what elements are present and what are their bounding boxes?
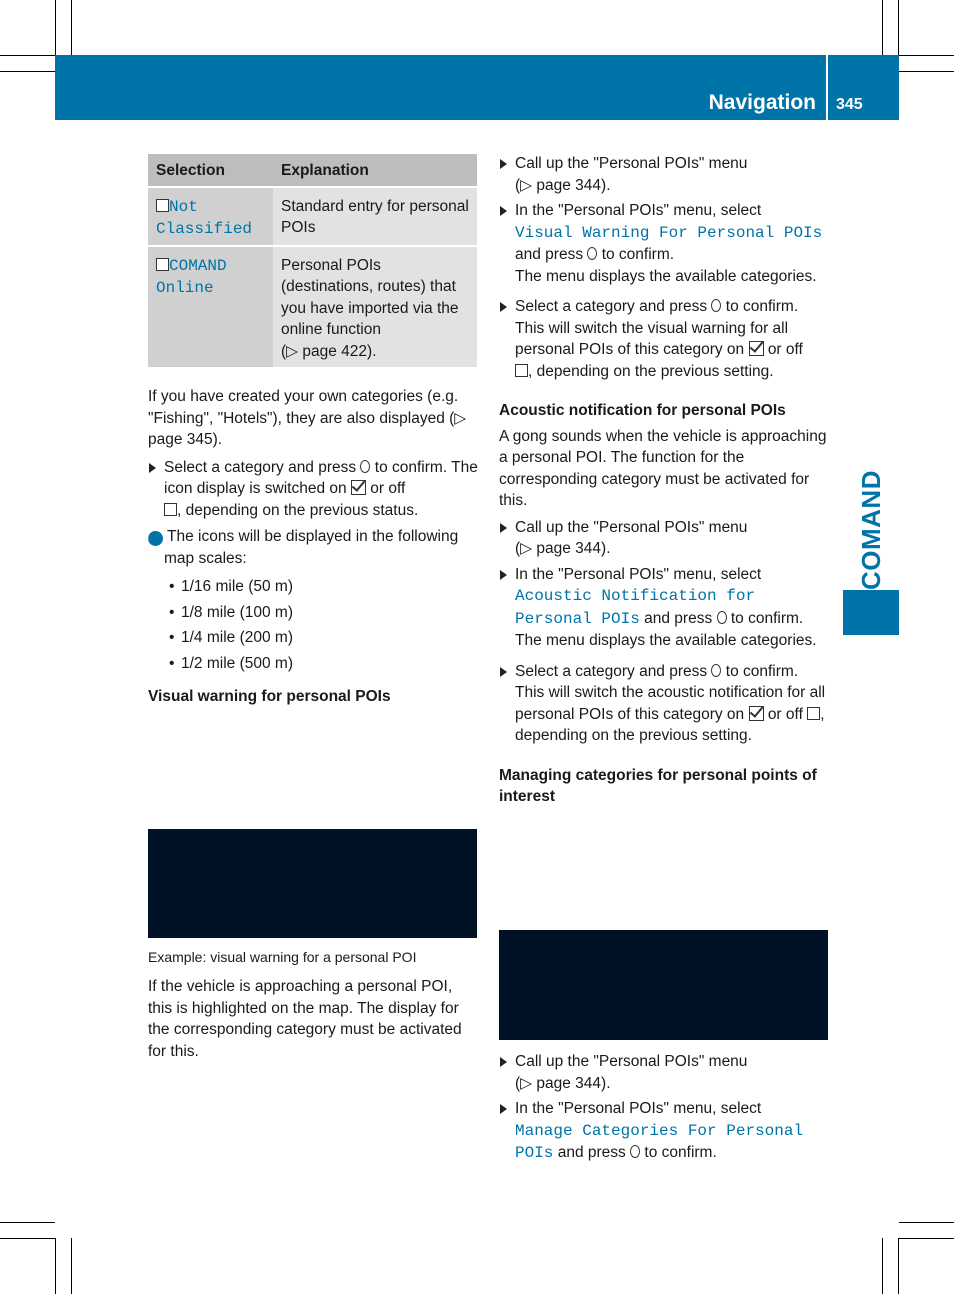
controller-press-icon <box>711 664 721 677</box>
body-paragraph: A gong sounds when the vehicle is approaching a personal POI. The function for the corresponding category must be activated for this. <box>499 427 827 509</box>
instruction-step <box>499 661 829 747</box>
instruction-step <box>148 457 478 522</box>
step-text: In the "Personal POIs" menu, select <box>515 202 762 219</box>
list-item <box>148 627 478 649</box>
step-text: Call up the "Personal POIs" menu <box>515 1053 748 1070</box>
checkbox-empty-icon <box>515 364 528 377</box>
table-cell <box>273 246 477 367</box>
header-separator <box>826 55 828 120</box>
step-text: Select a category and press <box>515 298 708 315</box>
crop-mark <box>882 0 883 55</box>
page-reference: (▷ page 344). <box>515 176 611 194</box>
step-text: The menu displays the available categories. <box>515 267 817 285</box>
controller-press-icon <box>587 247 597 260</box>
crop-mark <box>0 1222 55 1223</box>
checkbox-empty-icon <box>164 503 177 516</box>
menu-item-text: COMAND Online <box>156 256 227 297</box>
body-paragraph: If the vehicle is approaching a personal POI, this is highlighted on the map. The display for the corresponding category must be activated for this. <box>148 978 462 1060</box>
step-text: The menu displays the available categories. <box>515 632 817 649</box>
step-text: Select a category and press <box>515 662 708 680</box>
crop-mark <box>882 1238 883 1294</box>
step-text: off <box>785 705 803 723</box>
page-reference: (▷ page 344). <box>515 1074 611 1092</box>
table-row <box>148 246 477 367</box>
right-column <box>499 153 829 808</box>
page-reference: (▷ page 344). <box>515 540 611 557</box>
list-item <box>148 576 478 598</box>
list-item-text: 1/8 mile (100 m) <box>181 603 293 621</box>
table-row <box>148 187 477 246</box>
right-column-bottom <box>499 1051 829 1165</box>
checkbox-checked-icon <box>749 341 764 356</box>
list-item-text: 1/16 mile (50 m) <box>181 578 293 595</box>
crop-mark <box>898 1238 899 1294</box>
menu-item-text: Not Classified <box>156 197 253 238</box>
instruction-step <box>499 296 829 382</box>
screenshot-image <box>499 930 828 1040</box>
crop-mark <box>0 1238 55 1239</box>
step-text: , depending on the previous setting. <box>515 705 825 744</box>
step-text: to confirm. <box>725 662 799 680</box>
left-column <box>145 386 478 708</box>
crop-mark <box>899 1222 954 1223</box>
crop-mark <box>899 71 954 72</box>
checkbox-empty-icon <box>156 258 169 271</box>
controller-press-icon <box>630 1145 640 1158</box>
step-text: or off <box>767 341 803 358</box>
checkbox-empty-icon <box>807 707 820 720</box>
table-header-selection: Selection <box>148 154 273 187</box>
controller-press-icon <box>360 460 370 473</box>
crop-mark <box>898 0 899 55</box>
section-heading: Visual warning for personal POIs <box>148 688 391 705</box>
crop-mark <box>0 55 55 56</box>
instruction-step <box>499 153 829 196</box>
list-item-text: 1/2 mile (500 m) <box>181 654 293 672</box>
info-text: The icons will be displayed in the following map scales: <box>164 528 459 567</box>
step-text: to confirm. <box>601 246 675 263</box>
step-text: , depending on the previous setting. <box>528 362 774 380</box>
step-text: This will switch the visual warning for all personal POIs of this category on <box>515 319 789 358</box>
figure-caption: Example: visual warning for a personal POI <box>148 949 417 965</box>
crop-mark <box>0 71 55 72</box>
step-text: and press <box>644 609 713 627</box>
step-text: or off <box>370 480 406 497</box>
menu-item-text: Visual Warning For Personal POIs <box>515 223 823 242</box>
page-number: 345 <box>836 96 863 113</box>
selection-table <box>148 154 477 367</box>
step-text: This will switch the acoustic notification for all personal POIs of this category on <box>515 684 826 723</box>
crop-mark <box>71 1238 72 1294</box>
crop-mark <box>71 0 72 55</box>
info-icon: i <box>148 531 163 546</box>
table-cell <box>148 187 273 246</box>
step-text: In the "Personal POIs" menu, select <box>515 1100 762 1117</box>
step-text: Select a category and press <box>164 458 357 476</box>
explanation-text: Personal POIs (destinations, routes) that you have imported via the online function <box>281 256 459 338</box>
step-text: Call up the "Personal POIs" menu <box>515 518 748 536</box>
menu-item-text: Acoustic Notification for Personal POIs <box>515 587 756 628</box>
crop-mark <box>55 1238 56 1294</box>
checkbox-checked-icon <box>749 706 764 721</box>
list-item <box>148 653 478 675</box>
step-text: In the "Personal POIs" menu, select <box>515 565 762 583</box>
side-tab-block <box>843 590 899 635</box>
step-text: to confirm. <box>730 609 804 627</box>
section-heading: Managing categories for personal points of interest <box>499 766 817 805</box>
left-column-bottom <box>148 948 478 1062</box>
step-text: or <box>767 705 782 723</box>
checkbox-empty-icon <box>156 199 169 212</box>
list-item <box>148 602 478 624</box>
side-tab-label: COMAND <box>856 470 886 590</box>
step-text: and press <box>515 246 584 263</box>
scale-list <box>148 576 478 674</box>
controller-press-icon <box>717 611 727 624</box>
page-reference: (▷ page 422). <box>281 342 377 360</box>
section-heading: Acoustic notification for personal POIs <box>499 402 786 419</box>
menu-item-text: Manage Categories For Personal POIs <box>515 1121 804 1162</box>
checkbox-checked-icon <box>351 480 366 495</box>
crop-mark <box>899 1238 954 1239</box>
table-cell: Standard entry for personal POIs <box>273 187 477 246</box>
intro-paragraph: If you have created your own categories (e.g. "Fishing", "Hotels"), they are also displayed (▷ page 345). <box>148 388 467 448</box>
step-text: to confirm. <box>644 1144 717 1161</box>
screenshot-image <box>148 829 477 938</box>
instruction-step <box>499 200 829 287</box>
crop-mark <box>899 55 954 56</box>
step-text: to confirm. The icon display is switched on <box>164 458 478 497</box>
instruction-step <box>499 517 829 560</box>
instruction-step <box>499 1098 829 1165</box>
step-text: and press <box>557 1144 626 1161</box>
instruction-step <box>499 1051 829 1094</box>
instruction-step <box>499 564 829 652</box>
step-text: to confirm. <box>725 298 799 315</box>
list-item-text: 1/4 mile (200 m) <box>181 629 293 646</box>
crop-mark <box>55 0 56 55</box>
step-text: , depending on the previous status. <box>177 501 419 519</box>
section-title: Navigation <box>708 91 816 114</box>
info-note <box>145 526 478 569</box>
step-text: Call up the "Personal POIs" menu <box>515 155 748 172</box>
table-header-explanation: Explanation <box>273 154 477 187</box>
controller-press-icon <box>711 299 721 312</box>
table-cell <box>148 246 273 367</box>
